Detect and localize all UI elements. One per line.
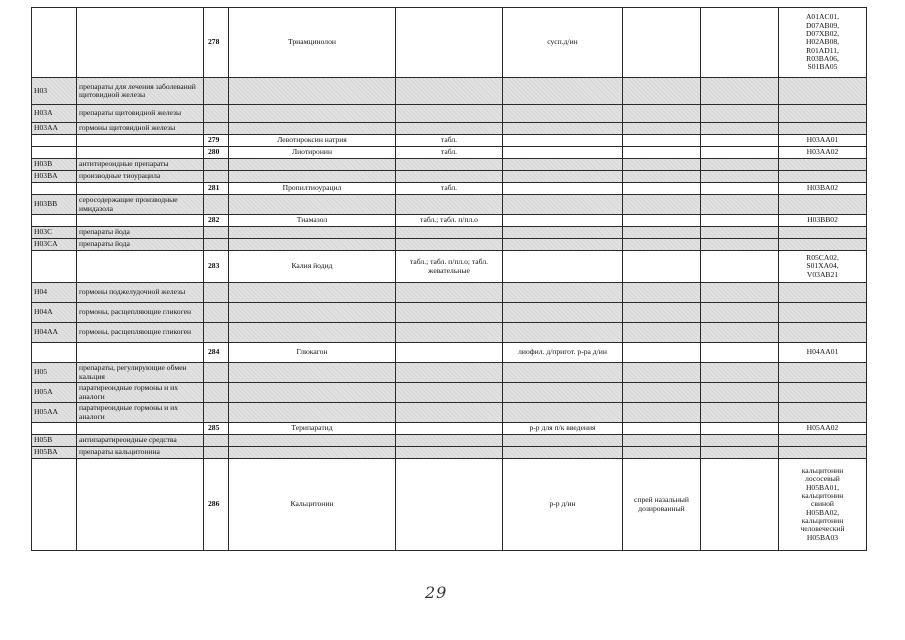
atc-group-name: препараты йода	[77, 227, 204, 239]
empty-cell	[701, 283, 779, 303]
dosage-form-3	[623, 423, 701, 435]
dosage-form-2	[503, 383, 623, 403]
atc-group-name: препараты йода	[77, 239, 204, 251]
row-number: 278	[204, 8, 229, 78]
empty-cell	[701, 383, 779, 403]
table-body	[32, 8, 867, 551]
dosage-form	[396, 105, 503, 123]
atc-group-name	[77, 183, 204, 195]
empty-cell	[701, 78, 779, 105]
atc-code: H03AA02	[779, 147, 867, 159]
atc-group-code: H04AA	[32, 323, 77, 343]
dosage-form: табл.	[396, 183, 503, 195]
dosage-form-2	[503, 283, 623, 303]
row-number: 284	[204, 343, 229, 363]
atc-group-code: H03C	[32, 227, 77, 239]
atc-group-name: гормоны поджелудочной железы	[77, 283, 204, 303]
atc-code	[779, 78, 867, 105]
atc-code: H03BB02	[779, 215, 867, 227]
atc-group-code	[32, 8, 77, 78]
row-number	[204, 159, 229, 171]
atc-group-code	[32, 215, 77, 227]
dosage-form: табл.	[396, 135, 503, 147]
atc-code: H04AA01	[779, 343, 867, 363]
empty-cell	[701, 239, 779, 251]
atc-group-name	[77, 343, 204, 363]
empty-cell	[701, 323, 779, 343]
dosage-form-3	[623, 171, 701, 183]
dosage-form-2	[503, 135, 623, 147]
dosage-form-3	[623, 447, 701, 459]
atc-code	[779, 363, 867, 383]
dosage-form	[396, 239, 503, 251]
atc-group-name: антитиреоидные препараты	[77, 159, 204, 171]
atc-group-code: H05AA	[32, 403, 77, 423]
dosage-form-2	[503, 147, 623, 159]
atc-group-code	[32, 135, 77, 147]
row-number	[204, 383, 229, 403]
dosage-form-3	[623, 383, 701, 403]
dosage-form-3: спрей назальный дозированный	[623, 459, 701, 551]
row-number	[204, 105, 229, 123]
group-row	[32, 435, 867, 447]
empty-cell	[701, 123, 779, 135]
empty-cell	[701, 403, 779, 423]
drug-name	[229, 323, 396, 343]
drug-name: Кальцитонин	[229, 459, 396, 551]
atc-code	[779, 303, 867, 323]
atc-group-name: паратиреоидные гормоны и их аналоги	[77, 383, 204, 403]
atc-group-code: H05	[32, 363, 77, 383]
row-number: 283	[204, 251, 229, 283]
group-row	[32, 323, 867, 343]
drug-name	[229, 283, 396, 303]
dosage-form-3	[623, 215, 701, 227]
dosage-form	[396, 195, 503, 215]
dosage-form-2	[503, 159, 623, 171]
row-number	[204, 323, 229, 343]
atc-group-name: препараты, регулирующие обмен кальция	[77, 363, 204, 383]
atc-group-code	[32, 343, 77, 363]
drug-row	[32, 423, 867, 435]
dosage-form	[396, 303, 503, 323]
dosage-form	[396, 227, 503, 239]
document-sheet	[31, 7, 866, 551]
group-row	[32, 171, 867, 183]
dosage-form	[396, 459, 503, 551]
row-number: 285	[204, 423, 229, 435]
group-row	[32, 447, 867, 459]
atc-group-code	[32, 459, 77, 551]
dosage-form: табл.	[396, 147, 503, 159]
drug-row	[32, 343, 867, 363]
empty-cell	[701, 303, 779, 323]
row-number: 281	[204, 183, 229, 195]
atc-group-name	[77, 8, 204, 78]
drug-name: Терипаратид	[229, 423, 396, 435]
empty-cell	[701, 171, 779, 183]
dosage-form	[396, 383, 503, 403]
dosage-form-2: р-р д/ин	[503, 459, 623, 551]
empty-cell	[701, 459, 779, 551]
dosage-form-3	[623, 195, 701, 215]
group-row	[32, 195, 867, 215]
dosage-form-3	[623, 323, 701, 343]
dosage-form-2	[503, 239, 623, 251]
dosage-form-2	[503, 303, 623, 323]
row-number	[204, 171, 229, 183]
dosage-form	[396, 123, 503, 135]
atc-group-code: H03	[32, 78, 77, 105]
atc-group-code	[32, 251, 77, 283]
page-number: 29	[425, 583, 448, 602]
drug-row	[32, 459, 867, 551]
atc-code	[779, 403, 867, 423]
atc-group-name	[77, 135, 204, 147]
dosage-form-3	[623, 227, 701, 239]
empty-cell	[701, 105, 779, 123]
dosage-form	[396, 171, 503, 183]
atc-code	[779, 435, 867, 447]
drug-name	[229, 447, 396, 459]
dosage-form-3	[623, 8, 701, 78]
drug-name	[229, 303, 396, 323]
atc-group-name: производные тиоурацила	[77, 171, 204, 183]
dosage-form-2: р-р для п/к введения	[503, 423, 623, 435]
group-row	[32, 123, 867, 135]
group-row	[32, 403, 867, 423]
atc-code	[779, 447, 867, 459]
dosage-form-2	[503, 323, 623, 343]
drug-name	[229, 195, 396, 215]
dosage-form	[396, 159, 503, 171]
atc-code: A01AC01, D07AB09, D07XB02, H02AB08, R01AD11, R03BA06, S01BA05	[779, 8, 867, 78]
drug-name: Левотироксин натрия	[229, 135, 396, 147]
dosage-form	[396, 447, 503, 459]
row-number	[204, 403, 229, 423]
atc-group-name: препараты кальцитонина	[77, 447, 204, 459]
atc-code	[779, 159, 867, 171]
atc-code: H05AA02	[779, 423, 867, 435]
dosage-form-3	[623, 403, 701, 423]
dosage-form	[396, 343, 503, 363]
drug-row	[32, 215, 867, 227]
dosage-form-3	[623, 363, 701, 383]
drug-name: Лиотиронин	[229, 147, 396, 159]
group-row	[32, 283, 867, 303]
dosage-form-3	[623, 435, 701, 447]
drug-name: Триамцинолон	[229, 8, 396, 78]
row-number: 282	[204, 215, 229, 227]
drug-name	[229, 363, 396, 383]
atc-code	[779, 239, 867, 251]
atc-group-name: серосодержащие производные имидазола	[77, 195, 204, 215]
dosage-form-2	[503, 363, 623, 383]
atc-code: H03BA02	[779, 183, 867, 195]
dosage-form-3	[623, 283, 701, 303]
dosage-form	[396, 423, 503, 435]
empty-cell	[701, 147, 779, 159]
atc-group-name	[77, 215, 204, 227]
dosage-form-2	[503, 183, 623, 195]
atc-group-code: H03AA	[32, 123, 77, 135]
row-number	[204, 283, 229, 303]
drug-name	[229, 227, 396, 239]
drug-row	[32, 8, 867, 78]
atc-group-name	[77, 147, 204, 159]
atc-group-code: H05B	[32, 435, 77, 447]
atc-group-name: препараты щитовидной железы	[77, 105, 204, 123]
row-number	[204, 303, 229, 323]
row-number	[204, 227, 229, 239]
group-row	[32, 363, 867, 383]
drug-name	[229, 123, 396, 135]
empty-cell	[701, 183, 779, 195]
atc-group-code: H04	[32, 283, 77, 303]
atc-group-name: паратиреоидные гормоны и их аналоги	[77, 403, 204, 423]
atc-group-code: H03B	[32, 159, 77, 171]
dosage-form-2	[503, 171, 623, 183]
group-row	[32, 383, 867, 403]
dosage-form-3	[623, 105, 701, 123]
row-number	[204, 123, 229, 135]
empty-cell	[701, 343, 779, 363]
empty-cell	[701, 423, 779, 435]
drug-name: Пропилтиоурацил	[229, 183, 396, 195]
group-row	[32, 303, 867, 323]
atc-group-name: гормоны, расщепляющие гликоген	[77, 303, 204, 323]
dosage-form-2	[503, 215, 623, 227]
drug-row	[32, 147, 867, 159]
empty-cell	[701, 435, 779, 447]
row-number	[204, 195, 229, 215]
atc-group-code: H05BA	[32, 447, 77, 459]
atc-group-code: H04A	[32, 303, 77, 323]
dosage-form-3	[623, 303, 701, 323]
atc-group-code: H03A	[32, 105, 77, 123]
dosage-form-2	[503, 435, 623, 447]
dosage-form-2	[503, 403, 623, 423]
drug-row	[32, 183, 867, 195]
atc-group-name: препараты для лечения заболеваний щитовидной железы	[77, 78, 204, 105]
dosage-form	[396, 8, 503, 78]
group-row	[32, 78, 867, 105]
atc-group-code: H03CA	[32, 239, 77, 251]
dosage-form-2	[503, 251, 623, 283]
dosage-form-3	[623, 239, 701, 251]
atc-code	[779, 195, 867, 215]
drug-name	[229, 383, 396, 403]
dosage-form-2: лиофил. д/пригот. р-ра д/ин	[503, 343, 623, 363]
atc-group-name: гормоны щитовидной железы	[77, 123, 204, 135]
atc-code: R05CA02, S01XA04, V03AB21	[779, 251, 867, 283]
dosage-form	[396, 283, 503, 303]
dosage-form-3	[623, 135, 701, 147]
atc-group-name	[77, 251, 204, 283]
atc-code: кальцитонин лососевый H05BA01, кальцитонин свиной H05BA02, кальцитонин человеческий H05BA03	[779, 459, 867, 551]
atc-group-name	[77, 459, 204, 551]
dosage-form	[396, 78, 503, 105]
atc-group-code: H05A	[32, 383, 77, 403]
dosage-form-3	[623, 343, 701, 363]
dosage-form-2	[503, 195, 623, 215]
row-number	[204, 435, 229, 447]
empty-cell	[701, 227, 779, 239]
dosage-form-2: сусп.д/ин	[503, 8, 623, 78]
drug-name	[229, 403, 396, 423]
drug-name	[229, 239, 396, 251]
dosage-form	[396, 363, 503, 383]
atc-group-code	[32, 423, 77, 435]
dosage-form-3	[623, 78, 701, 105]
atc-code: H03AA01	[779, 135, 867, 147]
dosage-form-3	[623, 123, 701, 135]
atc-code	[779, 323, 867, 343]
dosage-form-3	[623, 251, 701, 283]
dosage-form-2	[503, 227, 623, 239]
dosage-form: табл.; табл. п/пл.о; табл. жевательные	[396, 251, 503, 283]
atc-group-code: H03BB	[32, 195, 77, 215]
drug-list-table	[31, 7, 867, 551]
empty-cell	[701, 251, 779, 283]
empty-cell	[701, 195, 779, 215]
dosage-form-2	[503, 78, 623, 105]
atc-group-name: гормоны, расщепляющие гликоген	[77, 323, 204, 343]
row-number: 280	[204, 147, 229, 159]
drug-name	[229, 159, 396, 171]
empty-cell	[701, 447, 779, 459]
atc-code	[779, 283, 867, 303]
dosage-form-2	[503, 447, 623, 459]
drug-name	[229, 435, 396, 447]
atc-group-code	[32, 183, 77, 195]
dosage-form-2	[503, 123, 623, 135]
empty-cell	[701, 363, 779, 383]
empty-cell	[701, 215, 779, 227]
drug-name	[229, 105, 396, 123]
dosage-form-3	[623, 183, 701, 195]
dosage-form	[396, 435, 503, 447]
row-number: 286	[204, 459, 229, 551]
dosage-form	[396, 323, 503, 343]
drug-row	[32, 251, 867, 283]
row-number	[204, 447, 229, 459]
drug-row	[32, 135, 867, 147]
row-number	[204, 363, 229, 383]
drug-name: Тиамазол	[229, 215, 396, 227]
atc-group-name: антипаратиреоидные средства	[77, 435, 204, 447]
group-row	[32, 239, 867, 251]
row-number	[204, 78, 229, 105]
drug-name: Калия йодид	[229, 251, 396, 283]
atc-group-code	[32, 147, 77, 159]
atc-code	[779, 227, 867, 239]
atc-code	[779, 383, 867, 403]
empty-cell	[701, 135, 779, 147]
drug-name: Глюкагон	[229, 343, 396, 363]
group-row	[32, 105, 867, 123]
atc-group-name	[77, 423, 204, 435]
atc-code	[779, 105, 867, 123]
atc-code	[779, 123, 867, 135]
row-number	[204, 239, 229, 251]
empty-cell	[701, 159, 779, 171]
group-row	[32, 159, 867, 171]
atc-code	[779, 171, 867, 183]
drug-name	[229, 78, 396, 105]
drug-name	[229, 171, 396, 183]
dosage-form: табл.; табл. п/пл.о	[396, 215, 503, 227]
empty-cell	[701, 8, 779, 78]
row-number: 279	[204, 135, 229, 147]
dosage-form-2	[503, 105, 623, 123]
atc-group-code: H03BA	[32, 171, 77, 183]
group-row	[32, 227, 867, 239]
dosage-form-3	[623, 159, 701, 171]
dosage-form-3	[623, 147, 701, 159]
dosage-form	[396, 403, 503, 423]
